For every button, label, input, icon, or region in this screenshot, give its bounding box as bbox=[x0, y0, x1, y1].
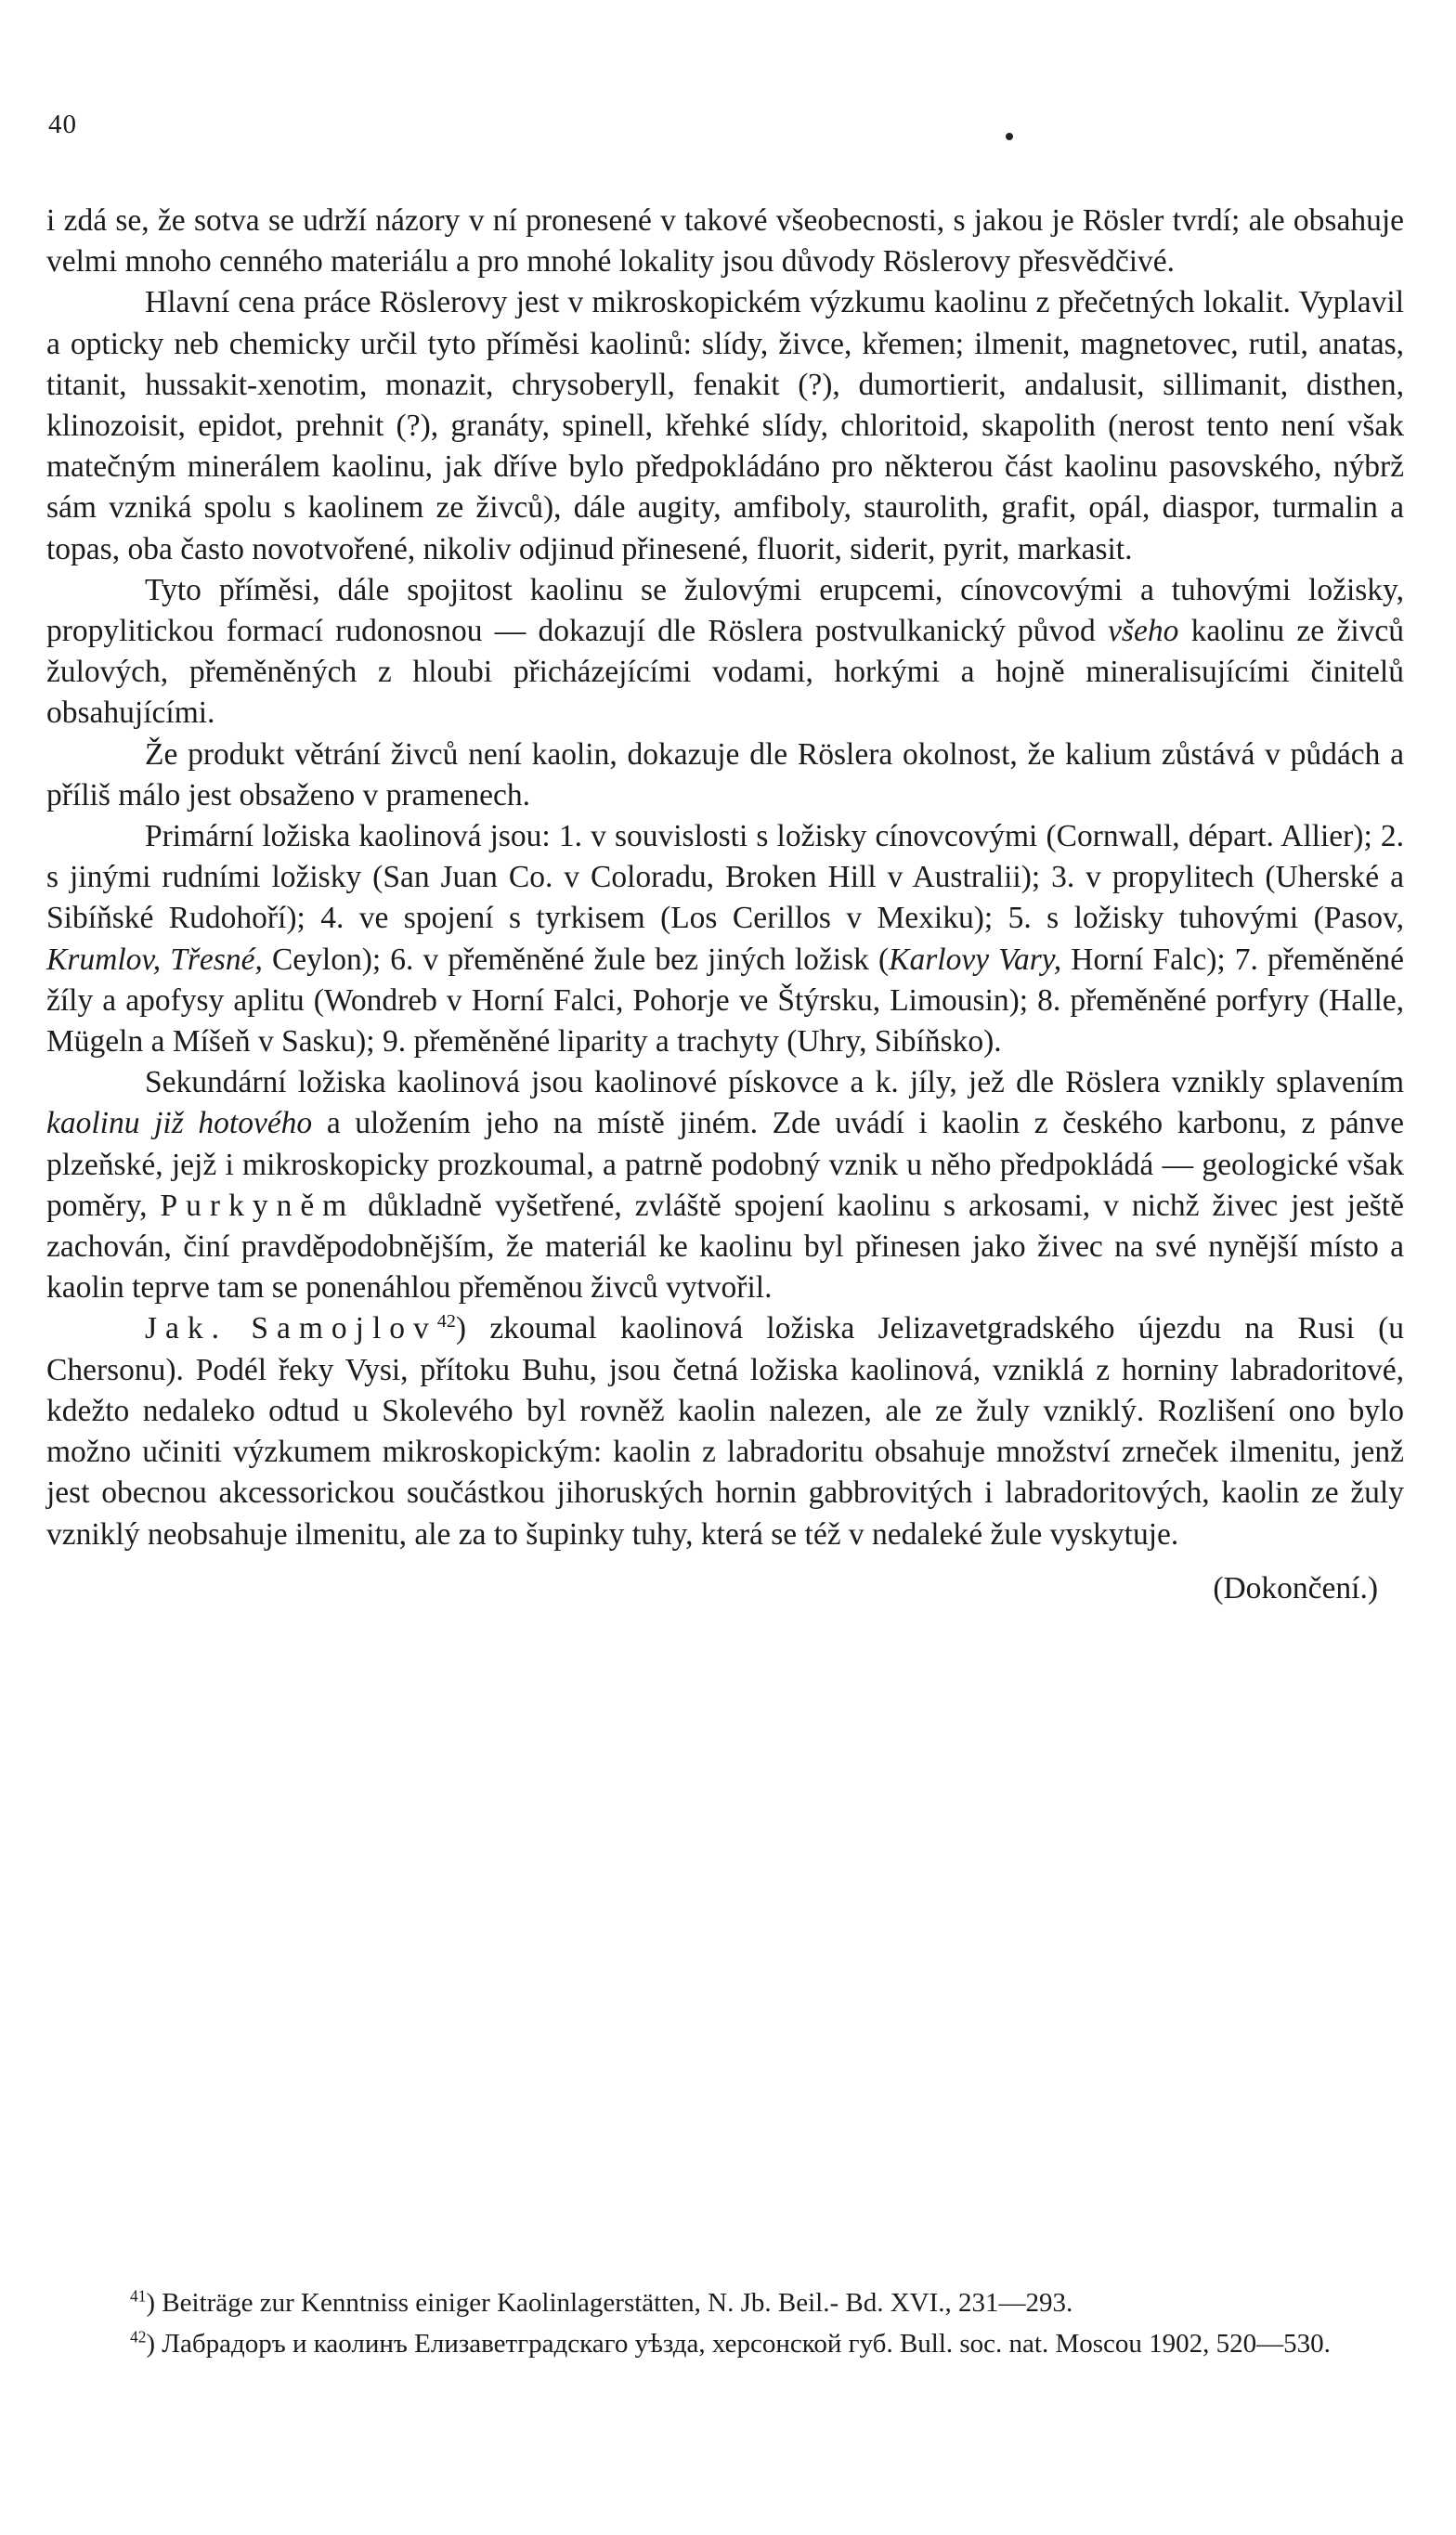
paragraph-5 bbox=[46, 816, 1404, 1062]
paragraph-6 bbox=[46, 1062, 1404, 1308]
paragraph-5-part-1: Primární ložiska kaolinová jsou: 1. v souvislosti s ložisky cínovcovými (Cornwall, départ. Allier); 2. s jinými rudními ložisky (San Juan Co. v Coloradu, Broken Hill v Australii); 3. v propylitech (Uherské a Sibíňské Rudohoří); 4. ve spojení s tyrkisem (Los Cerillos v Mexiku); 5. s ložisky tuhovými (Pasov, bbox=[46, 819, 1404, 936]
emphasis-krumlov: Krumlov, Třesné, bbox=[46, 942, 263, 977]
paragraph-6-part-1: Sekundární ložiska kaolinová jsou kaolinové pískovce a k. jíly, jež dle Röslera vznikly splavením bbox=[145, 1065, 1404, 1100]
emphasis-karlovy-vary: Karlovy Vary, bbox=[889, 942, 1062, 977]
footnotes bbox=[46, 2284, 1404, 2366]
emphasis-kaolinu-hotoveho: kaolinu již hotového bbox=[46, 1106, 313, 1141]
paragraph-3 bbox=[46, 570, 1404, 734]
footnote-text-42: ) Лабрадоръ и каолинъ Елизаветградскаго уѣзда, херсонской губ. Bull. soc. nat. Moscou 1902, 520—530. bbox=[146, 2329, 1331, 2359]
paragraph-1: i zdá se, že sotva se udrží názory v ní pronesené v takové všeobecnosti, s jakou je Rösler tvrdí; ale obsahuje velmi mnoho cenného materiálu a pro mnohé lokality jsou důvody Röslerovy přesvědčivé. bbox=[46, 203, 1404, 280]
closing-note: (Dokončení.) bbox=[1213, 1570, 1378, 1606]
footnote-number-41: 41 bbox=[130, 2286, 147, 2306]
paragraph-5-part-3: Horní Falc); 7. přeměněné žíly a apofysy aplitu (Wondreb v Horní Falci, Pohorje ve Štýrsku, Limousin); 8. přeměněné porfyry (Halle, Mügeln a Míšeň v Sasku); 9. přeměněné liparity a trachyty (Uhry, Sibíňsko). bbox=[46, 942, 1404, 1060]
article-body bbox=[46, 201, 1404, 1609]
footnote-41 bbox=[46, 2284, 1404, 2321]
spaced-name-purkyne: Purkyněm bbox=[160, 1188, 356, 1223]
paragraph-6-part-3: důkladně vyšetřené, zvláště spojení kaolinu s arkosami, v nichž živec jest ještě zachován, činí pravděpodobnějším, že materiál ke kaolinu byl přinesen jako živec na své nynější místo a kaolin teprve tam se ponenáhlou přeměnou živců vytvořil. bbox=[46, 1188, 1404, 1306]
paragraph-7-text: ) zkoumal kaolinová ložiska Jelizavetgradského újezdu na Rusi (u Chersonu). Podél řeky Vysi, přítoku Buhu, jsou četná ložiska kaolinová, vzniklá z horniny labradoritové, kdežto nedaleko odtud u Skolevého byl rovněž kaolin nalezen, ale ze žuly vzniklý. Rozlišení ono bylo možno učiniti výzkumem mikroskopickým: kaolin z labradoritu obsahuje množství zrneček ilmenitu, jenž jest obecnou akcessorickou součástkou jihoruských hornin gabbrovitých i labradoritových, kaolin ze žuly vzniklý neobsahuje ilmenitu, ale za to šupinky tuhy, která se též v nedaleké žule vyskytuje. bbox=[46, 1311, 1404, 1552]
page-number: 40 bbox=[48, 110, 77, 139]
paragraph-2: Hlavní cena práce Röslerovy jest v mikroskopickém výzkumu kaolinu z přečetných lokalit. Vyplavil a opticky neb chemicky určil tyto příměsi kaolinů: slídy, živce, křemen; ilmenit, magnetovec, rutil, anatas, titanit, hussakit-xenotim, monazit, chrysoberyll, fenakit (?), dumortierit, andalusit, sillimanit, disthen, klinozoisit, epidot, prehnit (?), granáty, spinell, křehké slídy, chloritoid, skapolith (nerost tento není však matečným minerálem kaolinu, jak dříve bylo předpokládáno pro některou část kaolinu pasovského, nýbrž sám vzniká spolu s kaolinem ze živců), dále augity, amfiboly, staurolith, grafit, opál, diaspor, turmalin a topas, oba často novotvořené, nikoliv odjinud přinesené, fluorit, siderit, pyrit, markasit. bbox=[46, 285, 1404, 566]
paragraph-3-part-2: kaolinu ze živců žulových, přeměněných z hloubi přicházejícími vodami, horkými a hojně mineralisujícími činitelů obsahujícími. bbox=[46, 614, 1404, 731]
author-last-name: Samojlov bbox=[251, 1311, 437, 1346]
paragraph-6-part-2: a uložením jeho na místě jiném. Zde uvádí i kaolin z českého karbonu, z pánve plzeňské, jejž i mikroskopicky prozkoumal, a patrně podobný vznik u něho předpokládá — geologické však poměry, bbox=[46, 1106, 1404, 1223]
paragraph-3-part-1: Tyto příměsi, dále spojitost kaolinu se žulovými erupcemi, cínovcovými a tuhovými ložisky, propylitickou formací rudonosnou — dokazují dle Röslera postvulkanický původ bbox=[46, 572, 1404, 649]
emphasis-vseho: všeho bbox=[1108, 614, 1179, 649]
paragraph-5-part-2: Ceylon); 6. v přeměněné žule bez jiných ložisk ( bbox=[262, 942, 890, 977]
print-speck bbox=[1006, 133, 1013, 140]
author-first-name: Jak. bbox=[145, 1311, 228, 1346]
paragraph-4: Že produkt větrání živců není kaolin, dokazuje dle Röslera okolnost, že kalium zůstává v půdách a příliš málo jest obsaženo v pramenech. bbox=[46, 736, 1404, 812]
footnote-number-42: 42 bbox=[130, 2327, 147, 2346]
footnote-ref-42: 42 bbox=[436, 1311, 456, 1332]
paragraph-7 bbox=[46, 1308, 1404, 1554]
footnote-text-41: ) Beiträge zur Kenntniss einiger Kaolinlagerstätten, N. Jb. Beil.- Bd. XVI., 231—293. bbox=[146, 2288, 1073, 2318]
footnote-42 bbox=[46, 2325, 1404, 2362]
